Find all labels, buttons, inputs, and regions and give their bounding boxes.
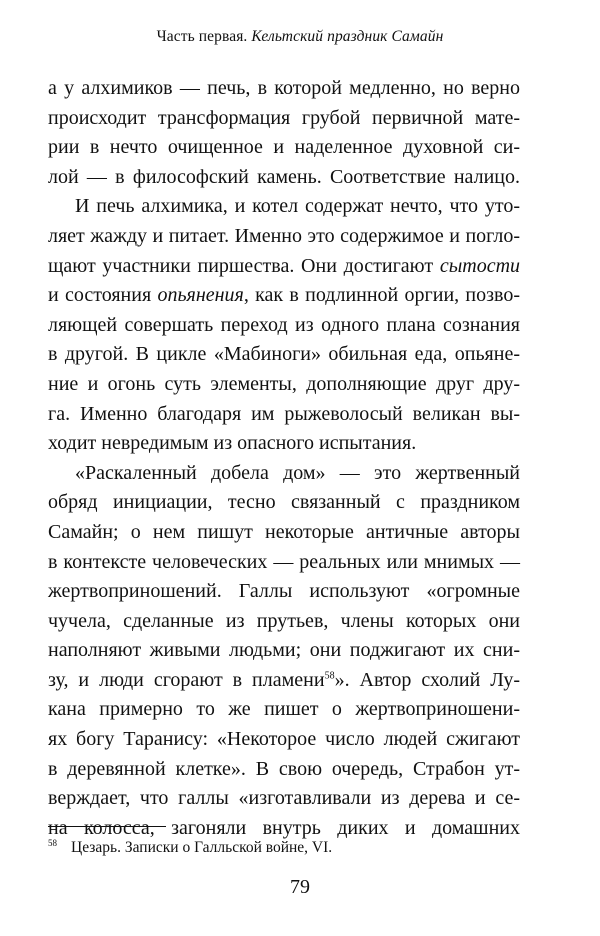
text-line: а у алхимиков — печь, в которой медленно, но верно: [48, 77, 520, 99]
text-line: га. Именно благодаря им рыжеволосый великан вы-: [48, 402, 520, 425]
text-line: происходит трансформация грубой первичной мате-: [48, 106, 520, 129]
main-text: [48, 74, 520, 843]
text-line: ляет жажду и питает. Именно это содержимое и погло-: [48, 224, 520, 247]
footnote-reference[interactable]: 58: [324, 670, 335, 682]
text-line: «Раскаленный добела дом» — это жертвенный: [75, 461, 520, 484]
footnote: [48, 839, 332, 857]
text-line: верждает, что галлы «изготавливали из дерева и се-: [48, 787, 520, 810]
running-header: [0, 28, 600, 46]
text-line: в контексте человеческих — реальных или мнимых —: [48, 550, 520, 573]
text-span: щают участники пиршества. Они достигают: [48, 254, 434, 277]
text-line: наполняют живыми людьми; они поджигают их сни-: [48, 639, 520, 662]
text-line: рии в нечто очищенное и наделенное духовной си-: [48, 136, 520, 159]
emphasis-span: сытости: [439, 254, 521, 277]
text-line: ях богу Таранису: «Некоторое число людей сжигают: [48, 728, 520, 751]
running-header-part: Часть первая.: [156, 28, 248, 45]
text-line: в деревянной клетке». В свою очередь, Страбон ут-: [48, 757, 520, 780]
text-span: зу, и люди сгорают в пламени: [48, 668, 325, 691]
text-line: ние и огонь суть элементы, дополняющие друг дру-: [48, 372, 520, 395]
text-line: ляющей совершать переход из одного плана сознания: [48, 313, 520, 336]
text-line: [48, 252, 520, 282]
footnote-text: Цезарь. Записки о Галльской войне, VI.: [71, 839, 333, 856]
text-line: чучела, сделанные из прутьев, члены которых они: [48, 609, 520, 632]
text-line: кана примерно то же пишет о жертвоприношени-: [48, 698, 520, 721]
page-number: 79: [290, 876, 310, 898]
footnote-divider: [48, 826, 166, 827]
text-span: ». Автор схолий Лу-: [334, 668, 520, 691]
text-line: лой — в философский камень. Соответствие налицо.: [48, 165, 520, 188]
footnote-mark: 58: [48, 837, 57, 848]
text-line: на колосса, загоняли внутрь диких и домашних: [48, 816, 520, 839]
text-span: и состояния: [48, 284, 152, 307]
emphasis-span: опьянения: [157, 284, 244, 307]
text-line: обряд инициации, тесно связанный с праздником: [48, 491, 520, 514]
text-span: , как в подлинной оргии, позво-: [243, 284, 521, 307]
text-line: [48, 666, 520, 696]
text-line: жертвоприношений. Галлы используют «огромные: [48, 580, 520, 603]
text-line: [48, 281, 520, 311]
text-line: в другой. В цикле «Мабиноги» обильная еда, опьяне-: [48, 343, 520, 366]
running-header-chapter: Кельтский праздник Самайн: [251, 28, 444, 45]
text-line: Самайн; о нем пишут некоторые античные авторы: [48, 520, 520, 543]
text-line: ходит невредимым из опасного испытания.: [48, 432, 417, 455]
text-line: И печь алхимика, и котел содержат нечто, что уто-: [75, 195, 520, 218]
